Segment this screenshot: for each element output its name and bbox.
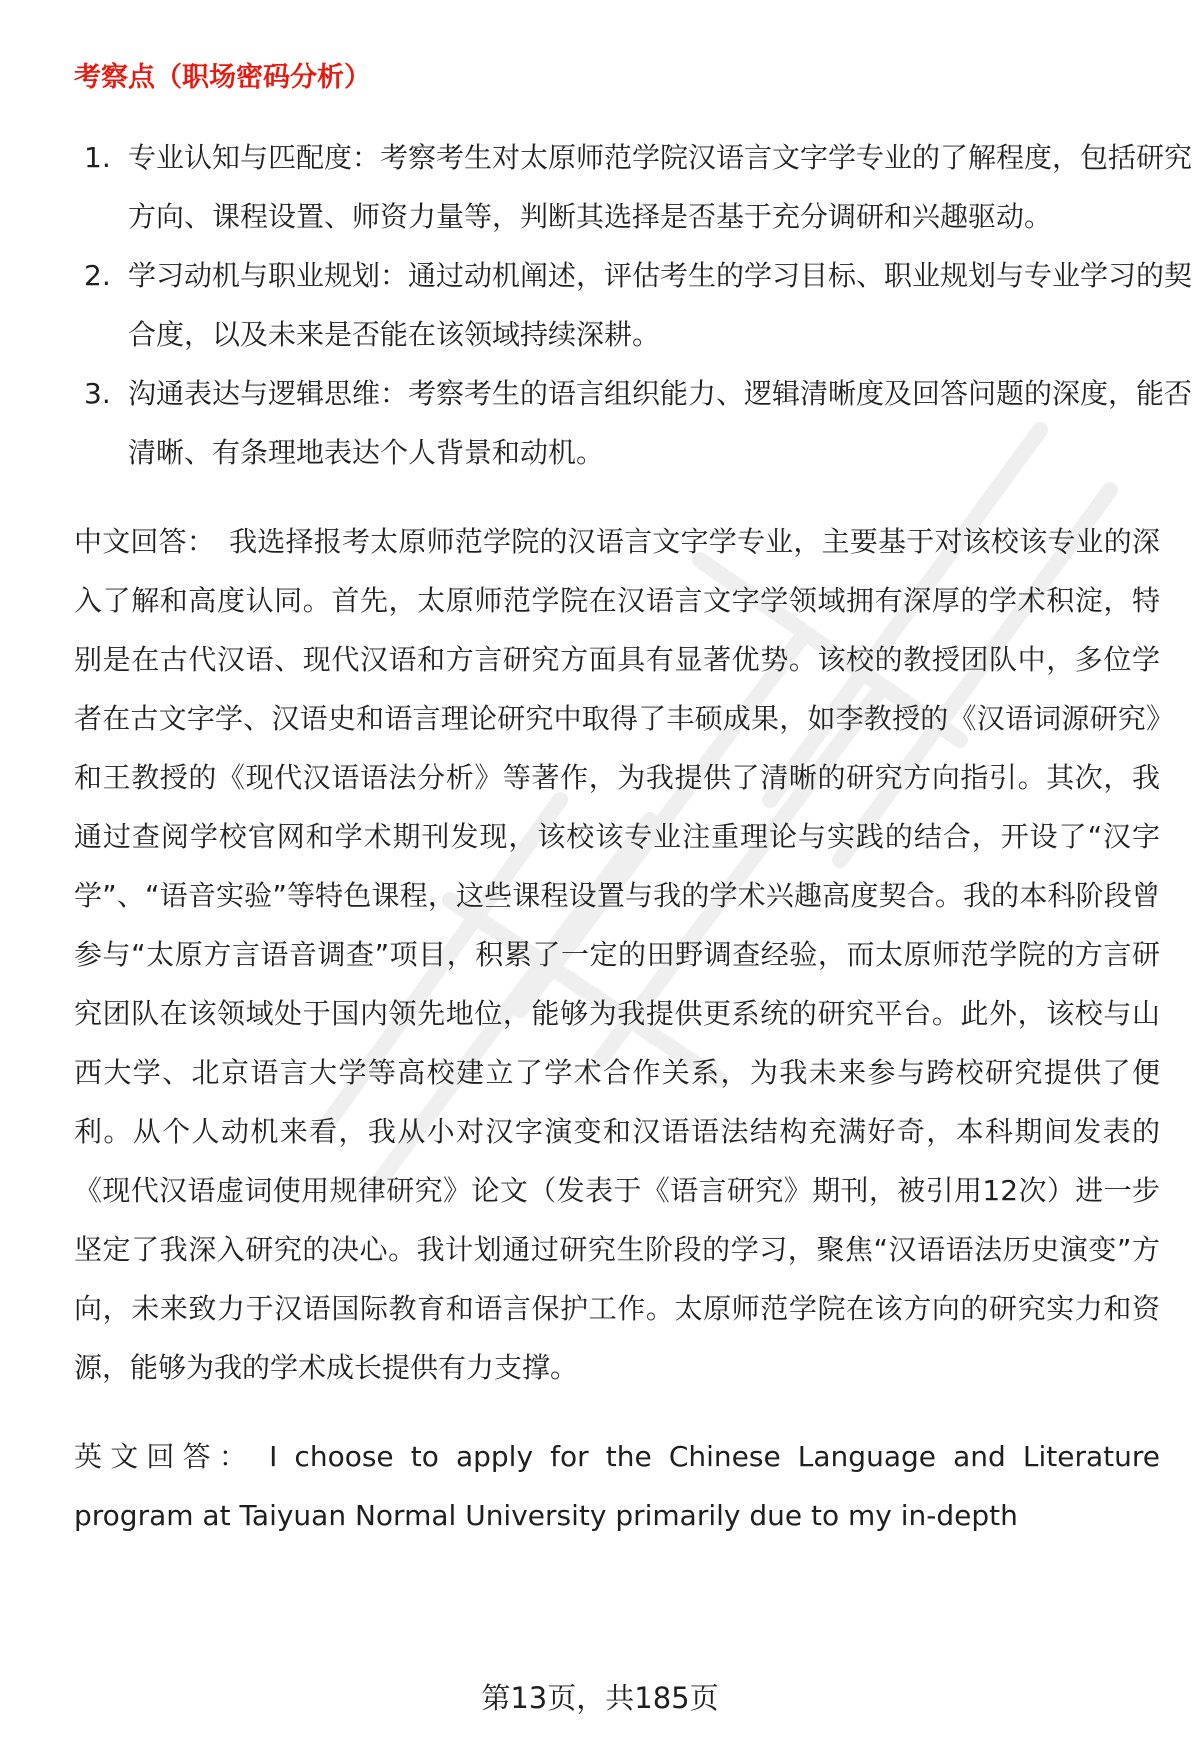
list-item-number: 1. <box>84 141 111 174</box>
list-item <box>74 128 1200 246</box>
english-answer-text: I choose to apply for the Chinese Language and Literature program at Taiyuan Normal University primarily due to my in-depth <box>74 1440 1160 1532</box>
list-item-number: 3. <box>84 377 111 410</box>
list-item <box>74 246 1200 364</box>
list-item-text: 专业认知与匹配度：考察考生对太原师范学院汉语言文字学专业的了解程度，包括研究方向、课程设置、师资力量等，判断其选择是否基于充分调研和兴趣驱动。 <box>128 141 1193 233</box>
list-item-text: 学习动机与职业规划：通过动机阐述，评估考生的学习目标、职业规划与专业学习的契合度，以及未来是否能在该领域持续深耕。 <box>128 259 1193 351</box>
list-item <box>74 364 1200 482</box>
list-item-text: 沟通表达与逻辑思维：考察考生的语言组织能力、逻辑清晰度及回答问题的深度，能否清晰、有条理地表达个人背景和动机。 <box>128 377 1193 469</box>
page-number-footer: 第13页，共185页 <box>481 1681 719 1715</box>
english-answer <box>74 1427 1160 1545</box>
section-title: 考察点（职场密码分析） <box>74 62 371 93</box>
chinese-answer <box>74 512 1160 1397</box>
chinese-answer-label: 中文回答： <box>74 525 216 558</box>
evaluation-points-list <box>74 128 1193 482</box>
list-item-number: 2. <box>84 259 111 292</box>
chinese-answer-text: 我选择报考太原师范学院的汉语言文字学专业，主要基于对该校该专业的深入了解和高度认同。首先，太原师范学院在汉语言文字学领域拥有深厚的学术积淀，特别是在古代汉语、现代汉语和方言研究方面具有显著优势。该校的教授团队中，多位学者在古文字学、汉语史和语言理论研究中取得了丰硕成果，如李教授的《汉语词源研究》和王教授的《现代汉语语法分析》等著作，为我提供了清晰的研究方向指引。其次，我通过查阅学校官网和学术期刊发现，该校该专业注重理论与实践的结合，开设了“汉字学”、“语音实验”等特色课程，这些课程设置与我的学术兴趣高度契合。我的本科阶段曾参与“太原方言语音调查”项目，积累了一定的田野调查经验，而太原师范学院的方言研究团队在该领域处于国内领先地位，能够为我提供更系统的研究平台。此外，该校与山西大学、北京语言大学等高校建立了学术合作关系，为我未来参与跨校研究提供了便利。从个人动机来看，我从小对汉字演变和汉语语法结构充满好奇，本科期间发表的《现代汉语虚词使用规律研究》论文（发表于《语言研究》期刊，被引用12次）进一步坚定了我深入研究的决心。我计划通过研究生阶段的学习，聚焦“汉语语法历史演变”方向，未来致力于汉语国际教育和语言保护工作。太原师范学院在该方向的研究实力和资源，能够为我的学术成长提供有力支撑。 <box>74 525 1160 1384</box>
english-answer-label: 英文回答： <box>74 1440 256 1473</box>
document-page <box>74 58 1193 1545</box>
